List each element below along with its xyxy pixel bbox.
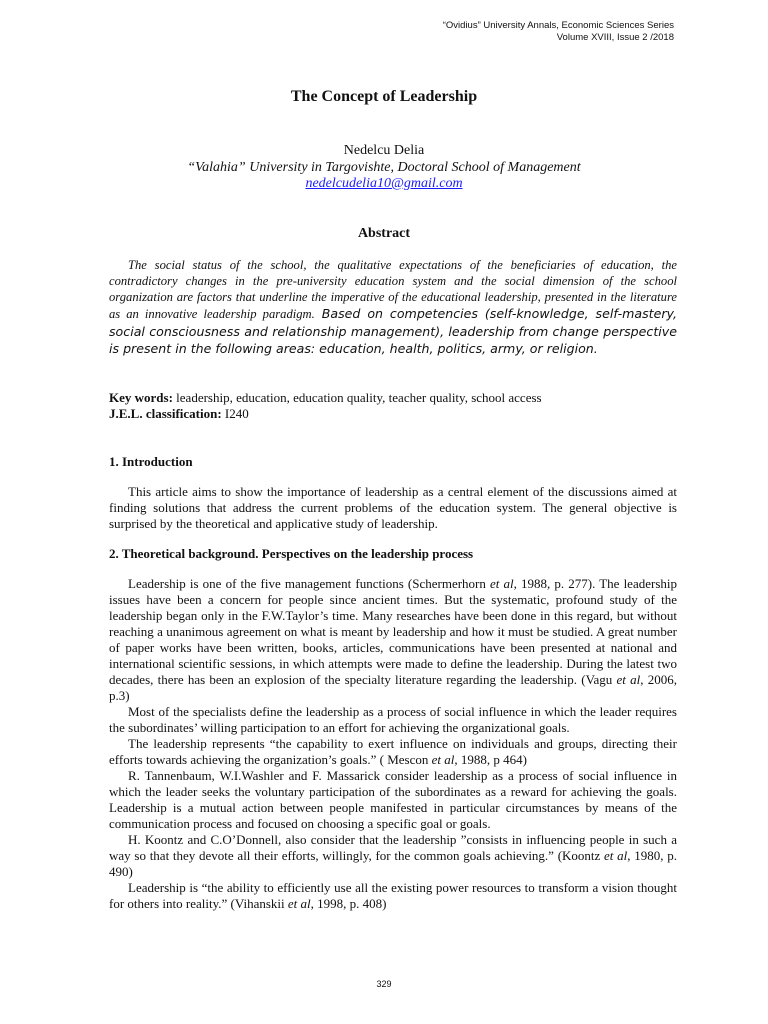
keywords-block [109,390,677,422]
background-paragraph-4: R. Tannenbaum, W.I.Washler and F. Massarick consider leadership as a process of social influence in which the leader seeks the voluntary participation of the subordinates as a reward for achieving the goals. Leadership is a mutual action between people manifested in particular circumstances by means of the communication process and focused on choosing a specific goal or goals. [109,768,677,831]
section-heading-introduction: 1. Introduction [109,454,193,469]
keywords-value: leadership, education, education quality, teacher quality, school access [172,390,542,405]
jel-label: J.E.L. classification: [109,406,222,421]
abstract-body [109,257,677,358]
abstract-part1: The social status of the school, the qualitative expectations of the beneficiaries of education, the contradictory changes in the pre-university education system and the social dimension of the school organization are factors that underline the imperative of the educational leadership, presented in the literature as an innovative leadership paradigm. [109,258,677,321]
author-block [0,143,768,193]
section-heading-background: 2. Theoretical background. Perspectives on the leadership process [109,546,474,561]
background-paragraph-6: Leadership is “the ability to efficiently use all the existing power resources to transform a vision thought for others into reality.” (Vihanskii et al, 1998, p. 408) [109,880,677,911]
background-paragraph-2: Most of the specialists define the leadership as a process of social influence in which the leader requires the subordinates’ willing participation to an effort for achieving the organizational goals. [109,704,677,735]
running-header [443,20,674,44]
intro-paragraph: This article aims to show the importance of leadership as a central element of the discussions aimed at finding solutions that address the current problems of the education system. The general objective is surprised by the theoretical and applicative study of leadership. [109,484,677,531]
section-theoretical-background [109,546,677,912]
jel-value: I240 [221,406,249,421]
abstract-part2: Based on competencies (self-knowledge, self-mastery, social consciousness and relationship management), leadership from change perspective is present in the following areas: education, health, politics, army, or religion. [109,306,677,356]
volume-line: Volume XVIII, Issue 2 /2018 [556,32,674,43]
abstract-heading: Abstract [357,226,411,241]
author-name: Nedelcu Delia [343,143,425,158]
author-email-link[interactable]: nedelcudelia10@gmail.com [305,176,463,191]
page-number: 329 [376,979,392,989]
section-introduction [109,454,677,532]
paper-title: The Concept of Leadership [290,88,478,105]
author-affiliation: “Valahia” University in Targovishte, Doctoral School of Management [187,159,581,175]
background-paragraph-1: Leadership is one of the five management functions (Schermerhorn et al, 1988, p. 277). The leadership issues have been a concern for people since ancient times. But the systematic, profound study of the leadership began only in the F.W.Taylor’s time. Many researches have been done in this regard, but without reaching a unanimous agreement on what is meant by leadership and how it must be studied. A great number of paper works have been written, books, articles, communications have been presented at national and international scientific sessions, in which attempts were made to define the leadership. During the latest two decades, there has been an explosion of the specialty literature regarding the leadership. (Vagu et al, 2006, p.3) [109,576,677,703]
keywords-label: Key words: [109,390,173,405]
background-paragraph-3: The leadership represents “the capability to exert influence on individuals and groups, directing their efforts towards achieving the organization’s goals.” ( Mescon et al, 1988, p 464) [109,736,677,767]
background-paragraph-5: H. Koontz and C.O’Donnell, also consider that the leadership ”consists in influencing people in such a way so that they devote all their efforts, willingly, for the common goals achieving.” (Koontz et al, 1980, p. 490) [109,832,677,879]
journal-line: “Ovidius” University Annals, Economic Sciences Series [442,20,674,31]
